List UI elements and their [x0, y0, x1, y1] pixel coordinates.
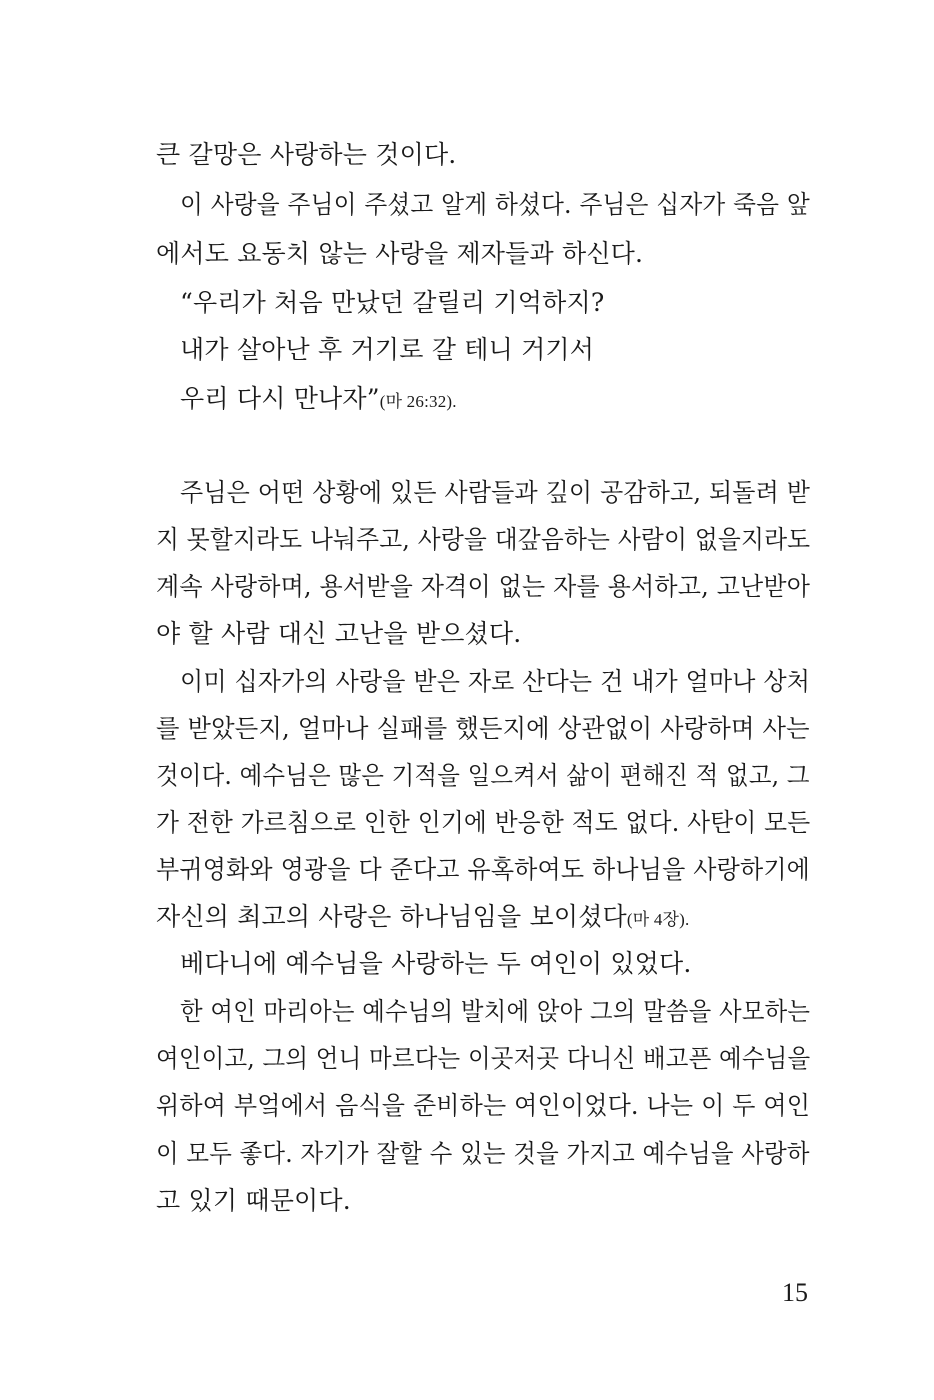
text-line: 고 있기 때문이다.: [156, 1186, 351, 1215]
text-line: 부귀영화와 영광을 다 준다고 유혹하여도 하나님을 사랑하기에: [156, 855, 811, 884]
text-line: 를 받았든지, 얼마나 실패를 했든지에 상관없이 사랑하며 사는: [156, 714, 810, 743]
text-line: 큰 갈망은 사랑하는 것이다.: [156, 140, 457, 169]
text-line: 것이다. 예수님은 많은 기적을 일으켜서 삶이 편해진 적 없고, 그: [156, 761, 810, 790]
text-line: 위하여 부엌에서 음식을 준비하는 여인이었다. 나는 이 두 여인: [156, 1091, 811, 1120]
text-line: 이 모두 좋다. 자기가 잘할 수 있는 것을 가지고 예수님을 사랑하: [156, 1139, 810, 1168]
scripture-reference: (마 4장).: [626, 910, 690, 929]
text-line: 이 사랑을 주님이 주셨고 알게 하셨다. 주님은 십자가 죽음 앞: [180, 190, 810, 219]
quote-line: “우리가 처음 만났던 갈릴리 기억하지?: [180, 288, 605, 317]
quote-line: 우리 다시 만나자”(마 26:32).: [180, 384, 457, 413]
text-line: 베다니에 예수님을 사랑하는 두 여인이 있었다.: [180, 949, 692, 978]
text-line: 에서도 요동치 않는 사랑을 제자들과 하신다.: [156, 239, 644, 268]
text-line: 한 여인 마리아는 예수님의 발치에 앉아 그의 말씀을 사모하는: [180, 997, 811, 1026]
page-number: 15: [782, 1278, 808, 1307]
scripture-reference: (마 26:32).: [379, 392, 457, 411]
text-line: 자신의 최고의 사랑은 하나님임을 보이셨다(마 4장).: [156, 902, 690, 931]
text-line: 주님은 어떤 상황에 있든 사람들과 깊이 공감하고, 되돌려 받: [180, 478, 811, 507]
text-line: 계속 사랑하며, 용서받을 자격이 없는 자를 용서하고, 고난받아: [156, 572, 811, 601]
text-line: 지 못할지라도 나눠주고, 사랑을 대갚음하는 사람이 없을지라도: [156, 525, 811, 554]
text-line: 여인이고, 그의 언니 마르다는 이곳저곳 다니신 배고픈 예수님을: [156, 1044, 811, 1073]
text-line: 이미 십자가의 사랑을 받은 자로 산다는 건 내가 얼마나 상처: [180, 667, 811, 696]
text-line: 가 전한 가르침으로 인한 인기에 반응한 적도 없다. 사탄이 모든: [156, 808, 811, 837]
text-line: 야 할 사람 대신 고난을 받으셨다.: [156, 619, 522, 648]
quote-line: 내가 살아난 후 거기로 갈 테니 거기서: [180, 335, 595, 364]
